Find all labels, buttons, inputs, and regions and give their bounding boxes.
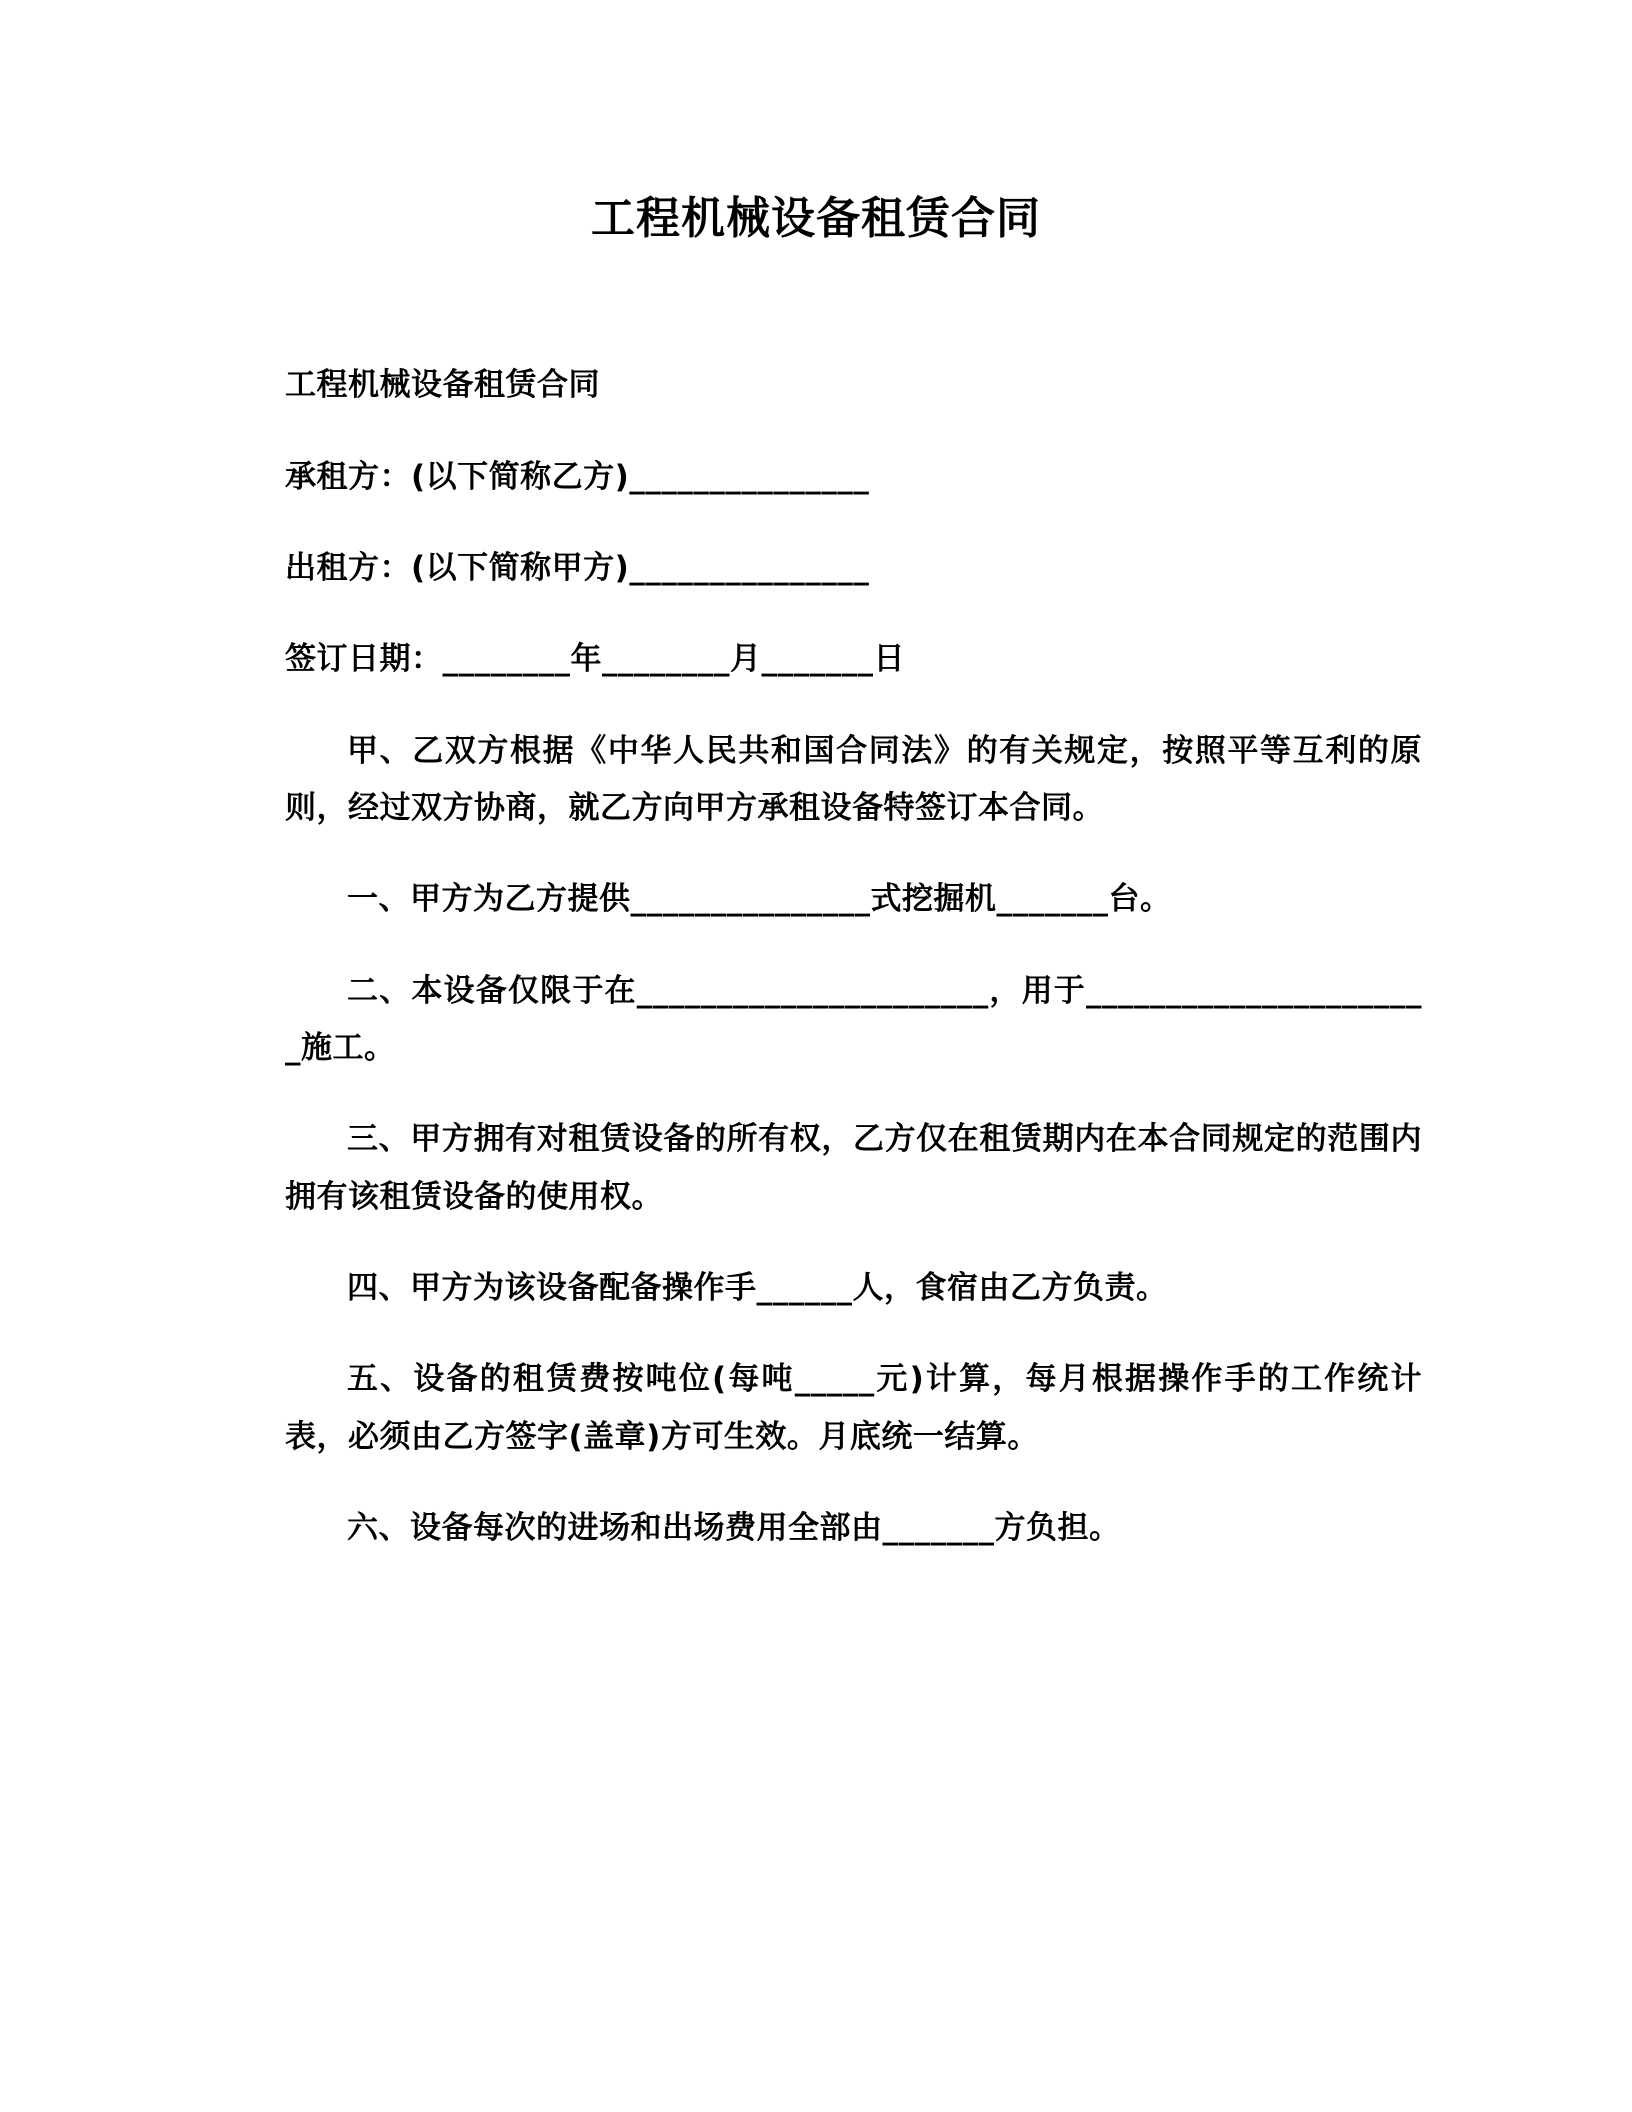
paragraph-lessor-line: 出租方：(以下简称甲方)_______________ (285, 549, 870, 586)
page-title: 工程机械设备租赁合同 (591, 193, 1041, 244)
paragraph-clause-3: 三、甲方拥有对租赁设备的所有权，乙方仅在租赁期内在本合同规定的范围内拥有该租赁设备的使用权。 (285, 1121, 1422, 1215)
paragraph-clause-6: 六、设备每次的进场和出场费用全部由_______方负担。 (347, 1510, 1121, 1546)
paragraph-sign-date-line: 签订日期：________年________月_______日 (285, 641, 905, 678)
paragraph-clause-2: 二、本设备仅限于在______________________，用于______________________施工。 (285, 972, 1422, 1066)
paragraph-heading-repeat: 工程机械设备租赁合同 (285, 367, 600, 404)
paragraph-clause-5: 五、设备的租赁费按吨位(每吨_____元)计算，每月根据操作手的工作统计表，必须由乙方签字(盖章)方可生效。月底统一结算。 (285, 1361, 1422, 1455)
paragraph-lessee-line: 承租方：(以下简称乙方)_______________ (285, 458, 870, 495)
paragraph-clause-4: 四、甲方为该设备配备操作手______人，食宿由乙方负责。 (347, 1269, 1168, 1306)
document-body (200, 357, 1432, 1557)
paragraph-preamble: 甲、乙双方根据《中华人民共和国合同法》的有关规定，按照平等互利的原则，经过双方协商，就乙方向甲方承租设备特签订本合同。 (285, 732, 1422, 826)
paragraph-clause-1: 一、甲方为乙方提供_______________式挖掘机_______台。 (347, 881, 1172, 918)
